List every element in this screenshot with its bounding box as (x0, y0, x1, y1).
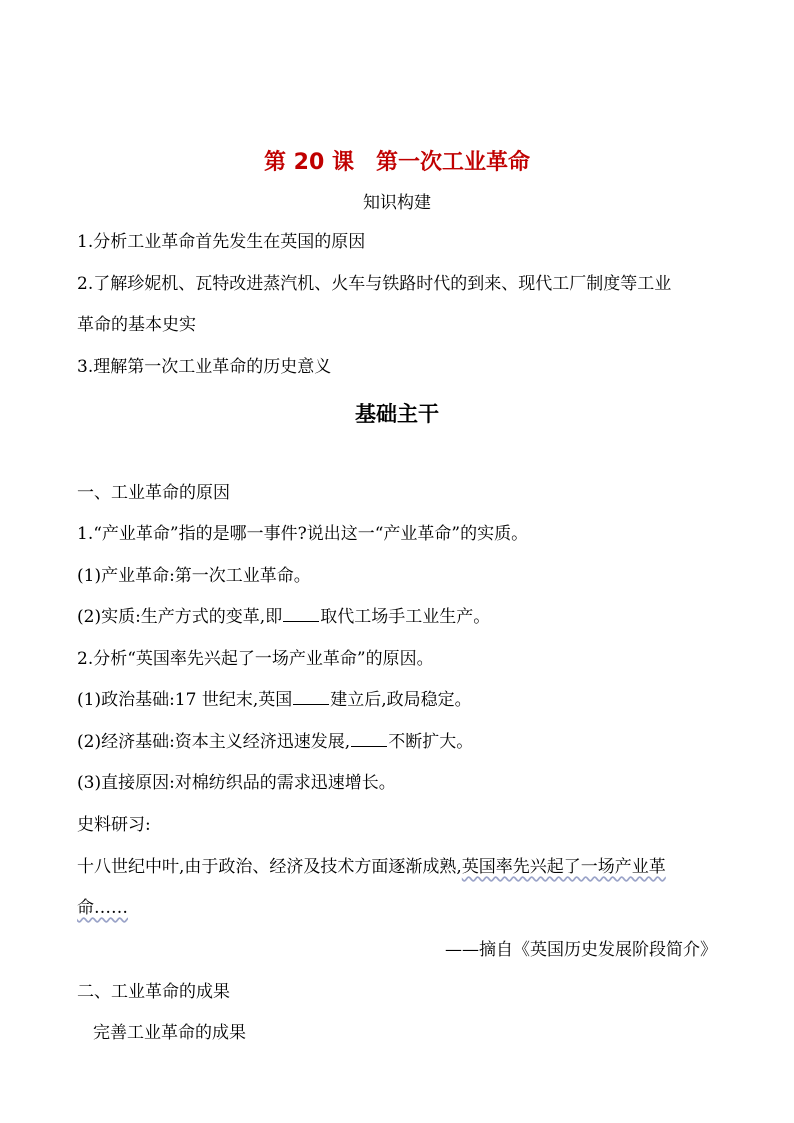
section-title: 基础主干 (355, 402, 439, 426)
answer-2-2-before: (2)经济基础:资本主义经济迅速发展, (77, 732, 351, 752)
fill-blank-3[interactable] (351, 730, 387, 747)
source-label: 史料研习: (77, 815, 151, 835)
lesson-title (0, 145, 794, 176)
lesson-name: 第一次工业革命 (375, 150, 530, 175)
answer-2-2 (77, 730, 473, 754)
part2-sub: 完善工业革命的成果 (93, 1023, 246, 1043)
source-text-cont-line (77, 896, 128, 920)
answer-1-2-before: (2)实质:生产方式的变革,即 (77, 607, 283, 627)
objective-2: 2.了解珍妮机、瓦特改进蒸汽机、火车与铁路时代的到来、现代工厂制度等工业 (77, 274, 672, 294)
answer-1-2-after: 取代工场手工业生产。 (320, 607, 491, 627)
source-text (77, 855, 666, 879)
source-text-cont: 命…… (77, 898, 128, 918)
objective-1: 1.分析工业革命首先发生在英国的原因 (77, 232, 366, 252)
source-text-plain: 十八世纪中叶,由于政治、经济及技术方面逐渐成熟, (77, 857, 462, 877)
answer-1-1: (1)产业革命:第一次工业革命。 (77, 566, 311, 586)
answer-2-3: (3)直接原因:对棉纺织品的需求迅速增长。 (77, 773, 396, 793)
part1-heading: 一、工业革命的原因 (77, 483, 230, 503)
answer-1-2 (77, 605, 490, 629)
answer-2-2-after: 不断扩大。 (388, 732, 474, 752)
answer-2-1-before: (1)政治基础:17 世纪末,英国 (77, 690, 293, 710)
answer-2-1-after: 建立后,政局稳定。 (330, 690, 472, 710)
subtitle: 知识构建 (363, 193, 431, 213)
answer-2-1 (77, 688, 472, 712)
source-text-wavy: 英国率先兴起了一场产业革 (461, 857, 666, 877)
objective-2-cont: 革命的基本史实 (77, 315, 196, 335)
part2-heading: 二、工业革命的成果 (77, 982, 230, 1002)
objective-3: 3.理解第一次工业革命的历史意义 (77, 357, 332, 377)
fill-blank-2[interactable] (293, 688, 329, 705)
question-2: 2.分析“英国率先兴起了一场产业革命”的原因。 (77, 649, 434, 669)
fill-blank-1[interactable] (283, 605, 319, 622)
lesson-number: 第 20 课 (264, 150, 354, 175)
question-1: 1.“产业革命”指的是哪一事件?说出这一“产业革命”的实质。 (77, 524, 529, 544)
source-citation: ——摘自《英国历史发展阶段简介》 (445, 940, 717, 960)
